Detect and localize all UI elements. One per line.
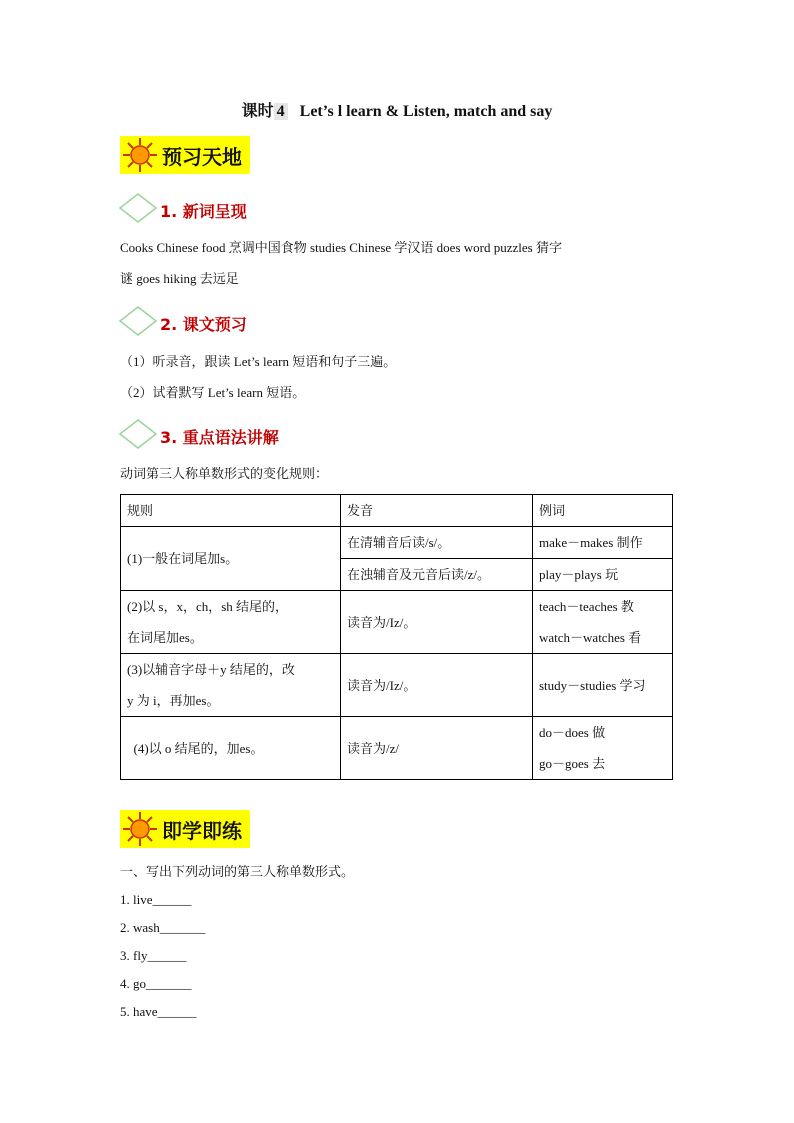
- table-cell-example: [533, 717, 673, 780]
- text-line: （1）听录音，跟读 Let’s learn 短语和句子三遍。: [120, 354, 397, 369]
- new-words-paragraph: [120, 232, 680, 294]
- exercise-item: 2. wash_______: [120, 920, 206, 935]
- page-title: [0, 98, 794, 121]
- exercise-item: 1. live______: [120, 892, 192, 907]
- section-banner-practice: [120, 810, 250, 848]
- example-line: teach－teaches 教: [539, 599, 634, 614]
- subheading-text-preview: [118, 303, 247, 337]
- subheading-label: 2. 课文预习: [160, 315, 247, 334]
- table-cell-pron: 读音为/Iz/。: [341, 654, 533, 717]
- banner-label: 即学即练: [162, 818, 242, 843]
- banner-label: 预习天地: [162, 144, 242, 169]
- table-cell-pron: 在清辅音后读/s/。: [341, 527, 533, 559]
- diamond-icon: [118, 192, 158, 224]
- table-cell-example: make－makes 制作: [533, 527, 673, 559]
- diamond-icon: [118, 305, 158, 337]
- sun-icon: [120, 810, 160, 848]
- text-line: 谜 goes hiking 去远足: [120, 271, 239, 286]
- section-banner-preview: [120, 136, 250, 174]
- table-cell-rule: [121, 654, 341, 717]
- grammar-table: [120, 494, 673, 780]
- table-header: 例词: [533, 495, 673, 527]
- table-cell-example: [533, 591, 673, 654]
- exercise-list: [120, 886, 420, 1026]
- subheading-new-words: [118, 190, 247, 224]
- table-cell-pron: 读音为/z/: [341, 717, 533, 780]
- subheading-label: 1. 新词呈现: [160, 202, 247, 221]
- text-line: 一、写出下列动词的第三人称单数形式。: [120, 864, 355, 879]
- exercise-item: 5. have______: [120, 1004, 197, 1019]
- example-line: do－does 做: [539, 725, 606, 740]
- table-header: 发音: [341, 495, 533, 527]
- exercise-item: 4. go_______: [120, 976, 192, 991]
- grammar-intro: [120, 458, 680, 489]
- table-cell-pron: 读音为/Iz/。: [341, 591, 533, 654]
- text-line: Cooks Chinese food 烹调中国食物 studies Chinese 学汉语 does word puzzles 猜字: [120, 240, 562, 255]
- table-row: [121, 591, 673, 654]
- rule-line: (3)以辅音字母＋y 结尾的，改: [127, 662, 295, 677]
- table-row: [121, 527, 673, 559]
- subheading-grammar: [118, 416, 279, 450]
- table-row: [121, 654, 673, 717]
- example-line: go－goes 去: [539, 756, 606, 771]
- table-cell-pron: 在浊辅音及元音后读/z/。: [341, 559, 533, 591]
- text-preview-paragraph: [120, 346, 680, 408]
- sun-icon: [120, 136, 160, 174]
- text-line: 动词第三人称单数形式的变化规则：: [120, 466, 329, 481]
- text-line: （2）试着默写 Let’s learn 短语。: [120, 385, 306, 400]
- table-header-row: [121, 495, 673, 527]
- title-text: Let’s l learn & Listen, match and say: [299, 103, 553, 120]
- rule-line: (2)以 s，x，ch，sh 结尾的，: [127, 599, 289, 614]
- example-line: watch－watches 看: [539, 630, 642, 645]
- rule-line: 在词尾加es。: [127, 630, 203, 645]
- table-cell-example: play－plays 玩: [533, 559, 673, 591]
- table-row: [121, 717, 673, 780]
- title-prefix: 课时: [241, 103, 274, 120]
- table-cell-rule: (4)以 o 结尾的，加es。: [121, 717, 341, 780]
- title-number: 4: [274, 103, 288, 120]
- table-cell-rule: [121, 591, 341, 654]
- exercise-instruction: [120, 856, 680, 887]
- rule-line: y 为 i，再加es。: [127, 693, 220, 708]
- table-cell-rule: (1)一般在词尾加s。: [121, 527, 341, 591]
- exercise-item: 3. fly______: [120, 948, 187, 963]
- table-header: 规则: [121, 495, 341, 527]
- diamond-icon: [118, 418, 158, 450]
- table-cell-example: study－studies 学习: [533, 654, 673, 717]
- subheading-label: 3. 重点语法讲解: [160, 428, 279, 447]
